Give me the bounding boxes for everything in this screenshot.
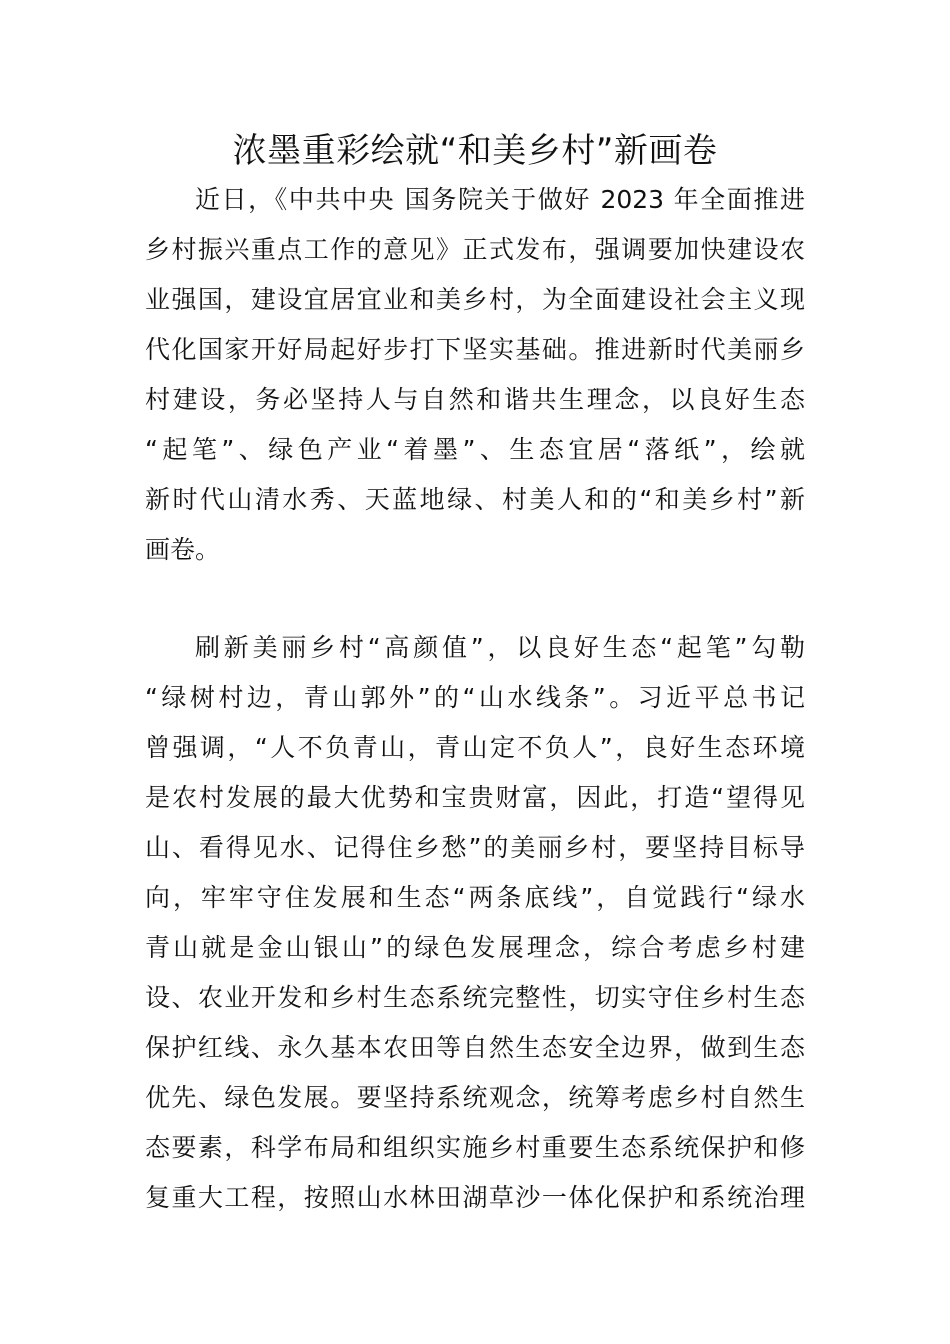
paragraph-line: 优先、绿色发展。要坚持系统观念，统筹考虑乡村自然生: [145, 1083, 805, 1112]
document-title: 浓墨重彩绘就“和美乡村”新画卷: [232, 131, 718, 171]
paragraph-line: “绿树村边，青山郭外”的“山水线条”。习近平总书记: [145, 683, 805, 712]
paragraph-line: 曾强调，“人不负青山，青山定不负人”，良好生态环境: [145, 733, 805, 762]
paragraph-line: 青山就是金山银山”的绿色发展理念，综合考虑乡村建: [145, 933, 805, 962]
paragraph-line: 新时代山清水秀、天蓝地绿、村美人和的“和美乡村”新: [145, 485, 805, 514]
paragraph-line: 山、看得见水、记得住乡愁”的美丽乡村，要坚持目标导: [145, 833, 805, 862]
paragraph-line: 村建设，务必坚持人与自然和谐共生理念，以良好生态: [145, 385, 805, 414]
paragraph-line: 乡村振兴重点工作的意见》正式发布，强调要加快建设农: [145, 235, 805, 264]
paragraph-line: 刷新美丽乡村“高颜值”，以良好生态“起笔”勾勒: [195, 633, 805, 662]
paragraph-line: “起笔”、绿色产业“着墨”、生态宜居“落纸”，绘就: [145, 435, 805, 464]
paragraph-line: 保护红线、永久基本农田等自然生态安全边界，做到生态: [145, 1033, 805, 1062]
paragraph-line: 设、农业开发和乡村生态系统完整性，切实守住乡村生态: [145, 983, 805, 1012]
paragraph-line: 代化国家开好局起好步打下坚实基础。推进新时代美丽乡: [145, 335, 805, 364]
paragraph-line: 是农村发展的最大优势和宝贵财富，因此，打造“望得见: [145, 783, 805, 812]
paragraph-line: 业强国，建设宜居宜业和美乡村，为全面建设社会主义现: [145, 285, 805, 314]
paragraph-line: 态要素，科学布局和组织实施乡村重要生态系统保护和修: [145, 1133, 805, 1162]
paragraph-line: 画卷。: [145, 535, 221, 564]
paragraph-line: 向，牢牢守住发展和生态“两条底线”，自觉践行“绿水: [145, 883, 805, 912]
paragraph-line: 复重大工程，按照山水林田湖草沙一体化保护和系统治理: [145, 1183, 805, 1212]
paragraph-line: 近日，《中共中央 国务院关于做好 2023 年全面推进: [195, 185, 805, 214]
